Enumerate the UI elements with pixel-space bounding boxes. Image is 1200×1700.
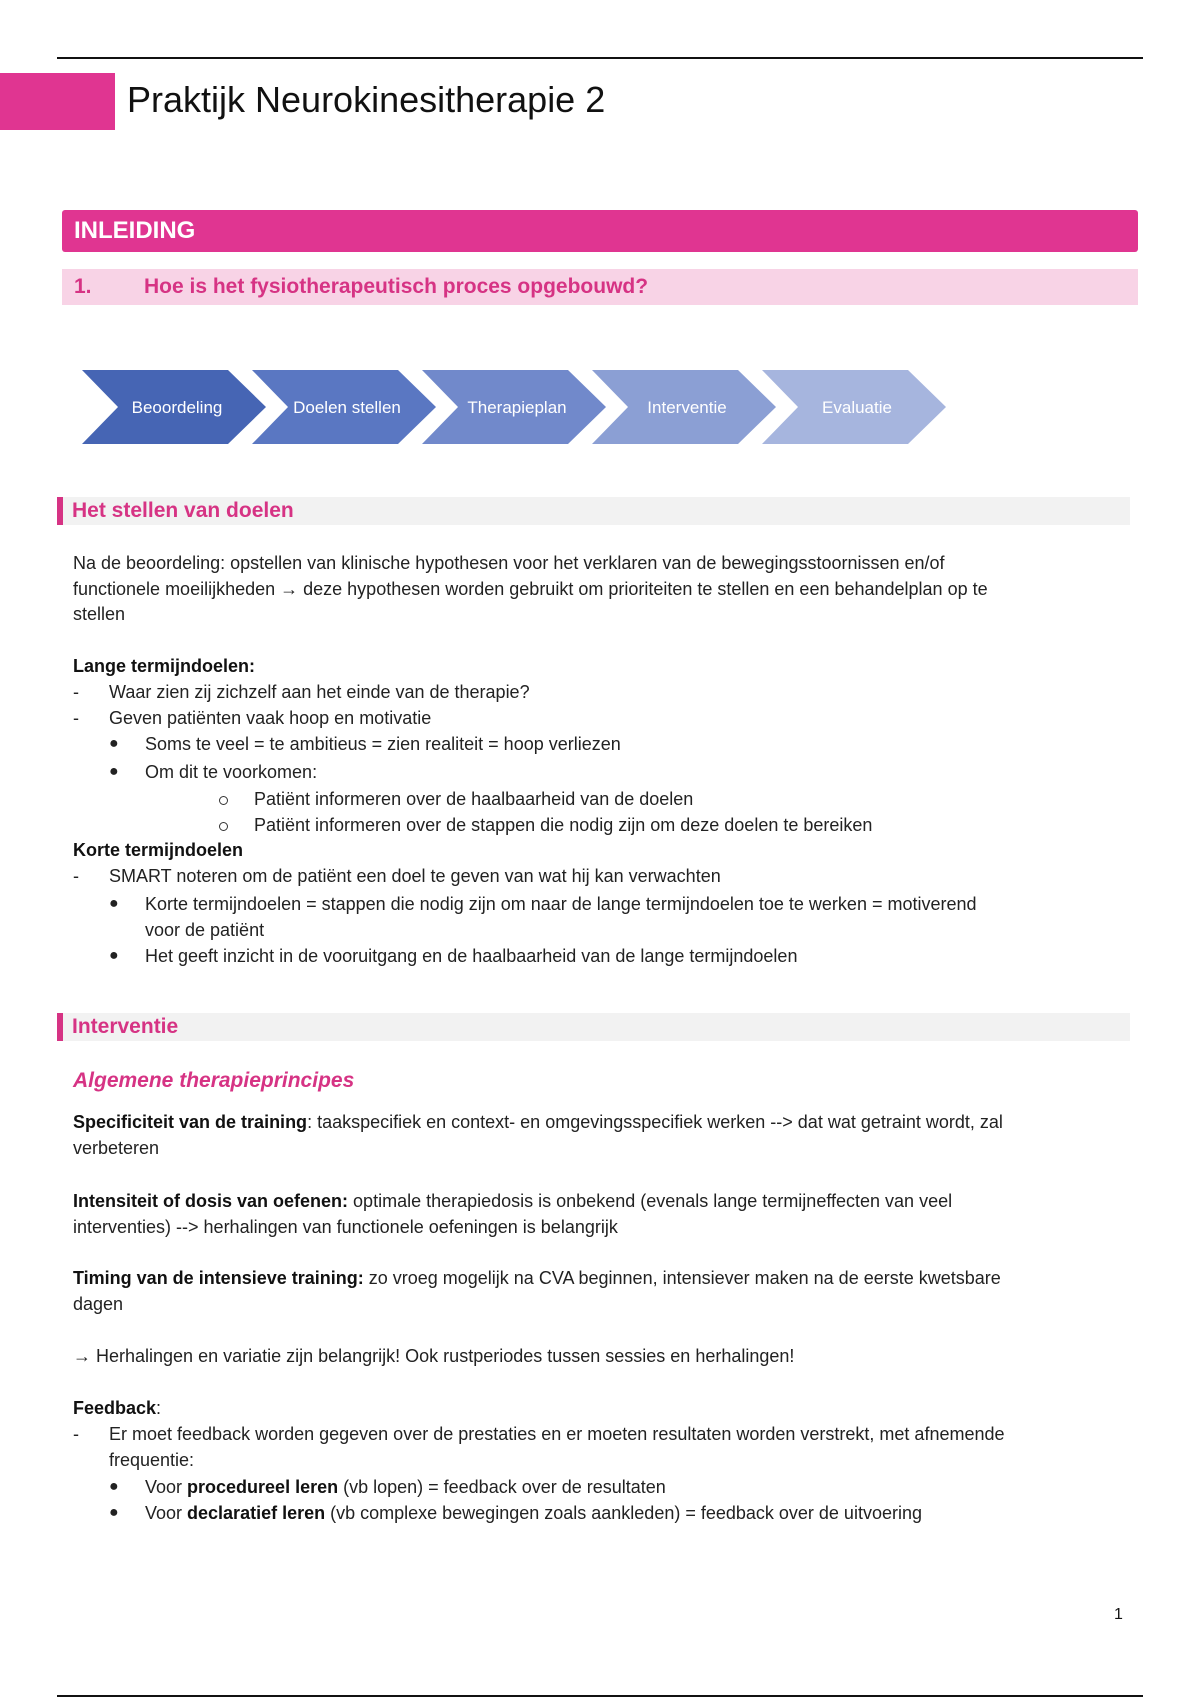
- timing-line-1: [73, 1265, 1001, 1291]
- top-rule: [57, 57, 1143, 59]
- fb1-post: (vb lopen) = feedback over de resultaten: [338, 1477, 666, 1497]
- lange-sub-1: Patiënt informeren over de haalbaarheid van de doelen: [254, 789, 694, 809]
- process-step-label: Therapieplan: [467, 398, 567, 417]
- process-step-label: Evaluatie: [822, 398, 892, 417]
- question-bar: [62, 269, 1138, 305]
- feedback-label: Feedback: [73, 1398, 157, 1418]
- korte-termijndoelen-heading: Korte termijndoelen: [73, 840, 244, 860]
- circle-marker: [219, 796, 228, 805]
- process-step-label: Beoordeling: [131, 398, 223, 417]
- timing-line-2: dagen: [73, 1294, 124, 1314]
- intro-line-2: functionele moeilijkheden → deze hypothesen worden gebruikt om prioriteiten te stellen en een behandelplan op te: [73, 579, 988, 599]
- fb1-pre: Voor: [145, 1477, 188, 1497]
- bullet-marker: ●: [109, 947, 119, 964]
- process-chevrons: [82, 368, 952, 446]
- dash-marker: -: [73, 708, 79, 728]
- feedback-bullet-1: [145, 1474, 666, 1500]
- specificiteit-line-2: verbeteren: [73, 1138, 160, 1158]
- korte-bullet-1-line-2: voor de patiënt: [145, 920, 265, 940]
- intensiteit-label: Intensiteit of dosis van oefenen:: [73, 1191, 349, 1211]
- lange-bullet-2: Om dit te voorkomen:: [145, 762, 318, 782]
- fb2-bold: declaratief leren: [187, 1503, 326, 1523]
- lange-sub-2: Patiënt informeren over de stappen die nodig zijn om deze doelen te bereiken: [254, 815, 873, 835]
- section-bar-inleiding: INLEIDING: [62, 210, 1138, 252]
- subheading-therapieprincipes: Algemene therapieprincipes: [73, 1069, 355, 1092]
- bullet-marker: ●: [109, 735, 119, 752]
- timing-label: Timing van de intensieve training:: [73, 1268, 364, 1288]
- dash-marker: -: [73, 1424, 79, 1444]
- fb1-bold: procedureel leren: [187, 1477, 339, 1497]
- specificiteit-label: Specificiteit van de training: [73, 1112, 308, 1132]
- process-step-label: Doelen stellen: [293, 398, 401, 417]
- feedback-line-2: frequentie:: [109, 1450, 195, 1470]
- question-number: 1.: [74, 275, 92, 298]
- page-number: 1: [1114, 1606, 1123, 1623]
- herhalingen-note: → Herhalingen en variatie zijn belangrijk! Ook rustperiodes tussen sessies en herhalingen!: [73, 1346, 795, 1366]
- intro-line-3: stellen: [73, 604, 126, 624]
- circle-marker: [219, 822, 228, 831]
- fb2-pre: Voor: [145, 1503, 188, 1523]
- lange-termijndoelen-heading: Lange termijndoelen:: [73, 656, 256, 676]
- dash-marker: -: [73, 866, 79, 886]
- section-heading-interventie: Interventie: [57, 1013, 1130, 1041]
- question-text: Hoe is het fysiotherapeutisch proces opgebouwd?: [144, 275, 649, 298]
- specificiteit-text: : taakspecifiek en context- en omgevingsspecifiek werken --> dat wat getraint wordt, zal: [307, 1112, 1003, 1132]
- korte-bullet-2: Het geeft inzicht in de vooruitgang en de haalbaarheid van de lange termijndoelen: [145, 946, 798, 966]
- section-heading-doelen: Het stellen van doelen: [57, 497, 1130, 525]
- process-diagram: [82, 368, 952, 446]
- specificiteit-line-1: [73, 1109, 1003, 1135]
- lange-item-2: Geven patiënten vaak hoop en motivatie: [109, 708, 432, 728]
- bullet-marker: ●: [109, 763, 119, 780]
- lange-item-1: Waar zien zij zichzelf aan het einde van de therapie?: [109, 682, 530, 702]
- korte-item-1: SMART noteren om de patiënt een doel te geven van wat hij kan verwachten: [109, 866, 721, 886]
- bullet-marker: ●: [109, 895, 119, 912]
- process-step-label: Interventie: [647, 398, 727, 417]
- intro-line-1: Na de beoordeling: opstellen van klinische hypothesen voor het verklaren van de bewegingsstoornissen en/of: [73, 553, 945, 573]
- bottom-rule: [57, 1695, 1143, 1697]
- feedback-colon: :: [156, 1398, 162, 1418]
- dash-marker: -: [73, 682, 79, 702]
- bullet-marker: ●: [109, 1478, 119, 1495]
- feedback-heading: [73, 1395, 161, 1421]
- lange-bullet-1: Soms te veel = te ambitieus = zien realiteit = hoop verliezen: [145, 734, 621, 754]
- feedback-line-1: Er moet feedback worden gegeven over de prestaties en er moeten resultaten worden verstrekt, met afnemende: [109, 1424, 1005, 1444]
- intensiteit-line-1: [73, 1188, 952, 1214]
- fb2-post: (vb complexe bewegingen zoals aankleden) = feedback over de uitvoering: [325, 1503, 922, 1523]
- page-title: Praktijk Neurokinesitherapie 2: [127, 79, 606, 120]
- timing-text: zo vroeg mogelijk na CVA beginnen, intensiever maken na de eerste kwetsbare: [363, 1268, 1001, 1288]
- title-accent-block: [0, 73, 115, 130]
- intensiteit-text: optimale therapiedosis is onbekend (evenals lange termijneffecten van veel: [348, 1191, 953, 1211]
- bullet-marker: ●: [109, 1504, 119, 1521]
- feedback-bullet-2: [145, 1500, 922, 1526]
- korte-bullet-1-line-1: Korte termijndoelen = stappen die nodig zijn om naar de lange termijndoelen toe te werken = motiverend: [145, 894, 977, 914]
- intensiteit-line-2: interventies) --> herhalingen van functionele oefeningen is belangrijk: [73, 1217, 618, 1237]
